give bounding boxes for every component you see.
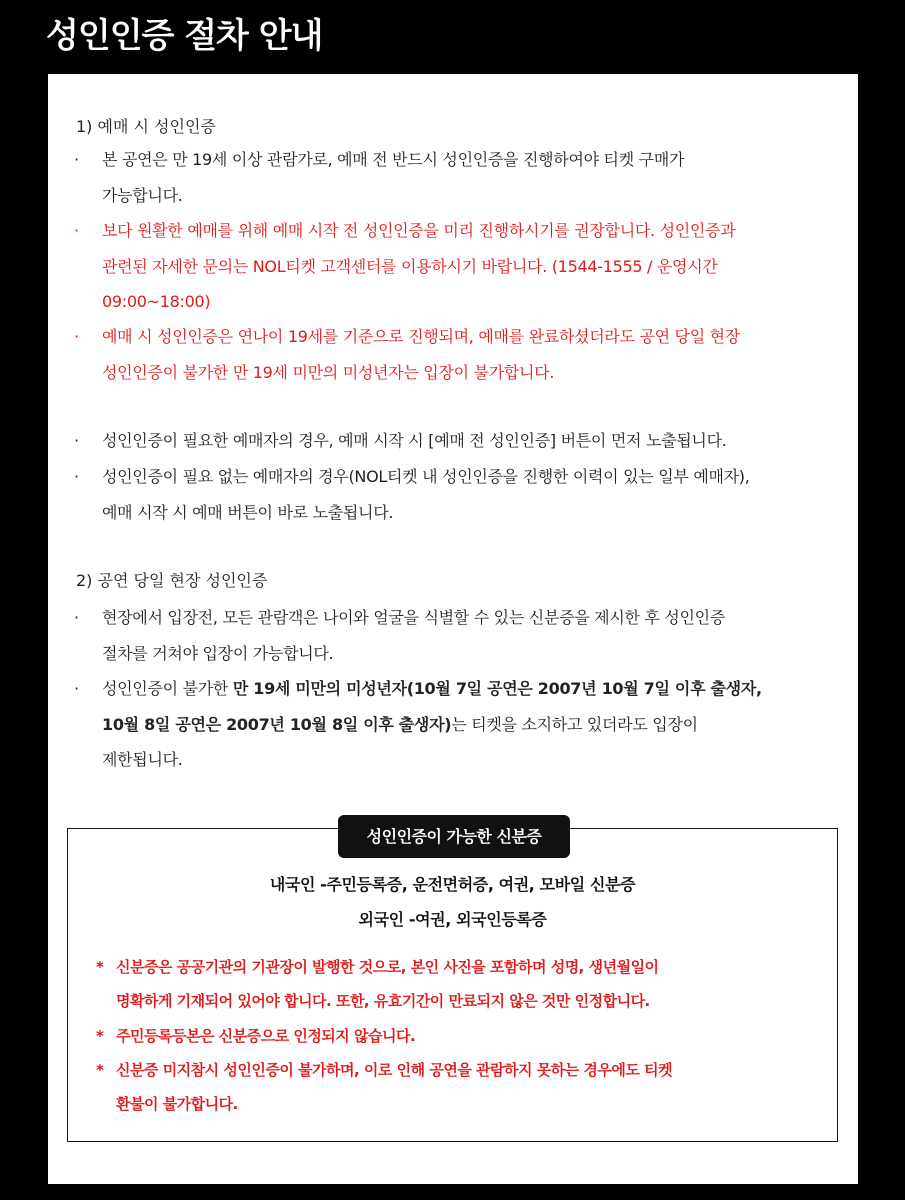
bullet-text: 성인인증이 필요 없는 예매자의 경우(NOL티켓 내 성인인증을 진행한 이력이 있는 일부 예매자), bbox=[102, 467, 750, 486]
notice-bullet bbox=[74, 423, 844, 459]
notice-bullet bbox=[74, 459, 844, 530]
note-text: 신분증은 공공기관의 기관장이 발행한 것으로, 본인 사진을 포함하며 성명, 생년월일이 bbox=[116, 958, 659, 976]
notice-panel bbox=[48, 74, 858, 1184]
bullet-text: 관련된 자세한 문의는 NOL티켓 고객센터를 이용하시기 바랍니다. (1544-1555 / 운영시간 bbox=[102, 256, 718, 276]
note-text: 환불이 불가합니다. bbox=[116, 1095, 238, 1113]
bullet-bold-text: 만 19세 미만의 미성년자(10월 7일 공연은 2007년 10월 7일 이후 출생자, bbox=[232, 679, 762, 698]
note-text: 신분증 미지참시 성인인증이 불가하며, 이로 인해 공연을 관람하지 못하는 경우에도 티켓 bbox=[116, 1061, 673, 1079]
bullet-dot: · bbox=[74, 327, 80, 346]
asterisk-icon: * bbox=[96, 1027, 104, 1045]
note-text: 주민등록등본은 신분증으로 인정되지 않습니다. bbox=[116, 1027, 416, 1045]
accepted-id-box bbox=[67, 828, 838, 1142]
note-text: 명확하게 기재되어 있어야 합니다. 또한, 유효기간이 만료되지 않은 것만 인정합니다. bbox=[116, 992, 650, 1010]
bullet-text: 보다 원활한 예매를 위해 예매 시작 전 성인인증을 미리 진행하시기를 권장합니다. 성인인증과 bbox=[102, 221, 736, 240]
bullet-text: 성인인증이 불가한 만 19세 미만의 미성년자는 입장이 불가합니다. bbox=[102, 362, 555, 382]
bullet-text bbox=[74, 707, 844, 743]
accepted-id-label: 성인인증이 가능한 신분증 bbox=[338, 815, 570, 858]
bullet-text: 예매 시작 시 예매 버튼이 바로 노출됩니다. bbox=[102, 502, 394, 522]
bullet-bold-text: 10월 8일 공연은 2007년 10월 8일 이후 출생자) bbox=[102, 714, 452, 734]
bullet-prefix: 성인인증이 불가한 bbox=[102, 679, 233, 698]
bullet-text: 현장에서 입장전, 모든 관람객은 나이와 얼굴을 식별할 수 있는 신분증을 제시한 후 성인인증 bbox=[102, 608, 725, 627]
notice-bullet-emphasis bbox=[74, 213, 844, 320]
bullet-dot: · bbox=[74, 608, 80, 627]
notice-bullet-minors bbox=[74, 671, 844, 778]
asterisk-icon: * bbox=[96, 1061, 104, 1079]
page-title: 성인인증 절차 안내 bbox=[46, 16, 323, 56]
section-heading-onsite: 2) 공연 당일 현장 성인인증 bbox=[76, 571, 268, 590]
bullet-suffix: 는 티켓을 소지하고 있더라도 입장이 bbox=[451, 714, 698, 734]
asterisk-icon: * bbox=[96, 958, 104, 976]
bullet-dot: · bbox=[74, 431, 80, 450]
bullet-text: 제한됩니다. bbox=[102, 750, 183, 769]
foreign-id-list: 외국인 -여권, 외국인등록증 bbox=[358, 910, 547, 929]
notice-bullet bbox=[74, 600, 844, 671]
notice-bullet-emphasis bbox=[74, 319, 844, 390]
notice-bullet bbox=[74, 142, 844, 213]
id-note bbox=[96, 1019, 816, 1053]
bullet-dot: · bbox=[74, 679, 80, 698]
bullet-text: 예매 시 성인인증은 연나이 19세를 기준으로 진행되며, 예매를 완료하셨더라도 공연 당일 현장 bbox=[102, 327, 740, 346]
bullet-dot: · bbox=[74, 467, 80, 486]
bullet-text: 가능합니다. bbox=[102, 185, 183, 205]
bullet-text: 09:00~18:00) bbox=[102, 292, 211, 311]
id-note bbox=[96, 1053, 816, 1121]
id-note bbox=[96, 950, 816, 1018]
bullet-dot: · bbox=[74, 150, 80, 169]
section-heading-online: 1) 예매 시 성인인증 bbox=[76, 117, 216, 136]
bullet-text: 본 공연은 만 19세 이상 관람가로, 예매 전 반드시 성인인증을 진행하여야 티켓 구매가 bbox=[102, 150, 685, 169]
bullet-text bbox=[74, 671, 844, 707]
domestic-id-list: 내국인 -주민등록증, 운전면허증, 여권, 모바일 신분증 bbox=[269, 875, 636, 894]
bullet-text: 성인인증이 필요한 예매자의 경우, 예매 시작 시 [예매 전 성인인증] 버튼이 먼저 노출됩니다. bbox=[102, 431, 727, 450]
bullet-text: 절차를 거쳐야 입장이 가능합니다. bbox=[102, 643, 334, 663]
bullet-dot: · bbox=[74, 221, 80, 240]
